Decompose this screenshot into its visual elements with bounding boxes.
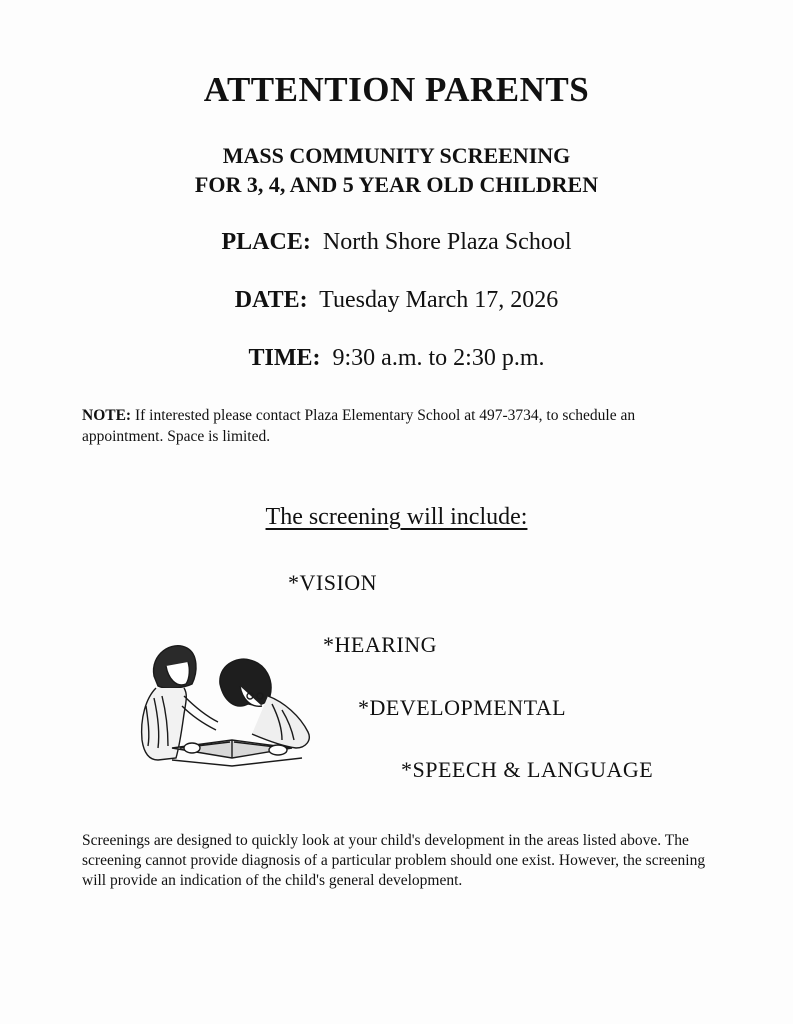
screening-item-hearing: *HEARING	[323, 632, 437, 657]
date-label: DATE:	[234, 287, 308, 313]
children-reading-illustration	[132, 636, 327, 771]
time-line	[0, 345, 793, 372]
date-line	[0, 287, 793, 314]
place-line	[0, 229, 793, 256]
place-value: North Shore Plaza School	[322, 229, 572, 255]
includes-heading: The screening will include:	[265, 504, 528, 530]
note-text: If interested please contact Plaza Elementary School at 497-3734, to schedule an appointment. Space is limited.	[82, 407, 636, 445]
time-label: TIME:	[248, 345, 321, 371]
screening-item-speech-language: *SPEECH & LANGUAGE	[401, 757, 654, 782]
flyer-title: ATTENTION PARENTS	[203, 70, 590, 109]
place-label: PLACE:	[221, 229, 311, 255]
subtitle-line-1: MASS COMMUNITY SCREENING	[222, 143, 571, 168]
subtitle-line-2: FOR 3, 4, AND 5 YEAR OLD CHILDREN	[194, 172, 599, 197]
note-paragraph	[82, 405, 682, 447]
screening-item-developmental: *DEVELOPMENTAL	[358, 695, 567, 720]
note-label: NOTE:	[82, 407, 132, 424]
time-value: 9:30 a.m. to 2:30 p.m.	[332, 345, 545, 371]
screening-item-vision: *VISION	[288, 570, 378, 595]
date-value: Tuesday March 17, 2026	[319, 287, 559, 313]
footer-paragraph: Screenings are designed to quickly look at your child's development in the areas listed above. The screening cannot provide diagnosis of a particular problem should one exist. However, the screening will provide an indication of the child's general development.	[82, 832, 706, 889]
